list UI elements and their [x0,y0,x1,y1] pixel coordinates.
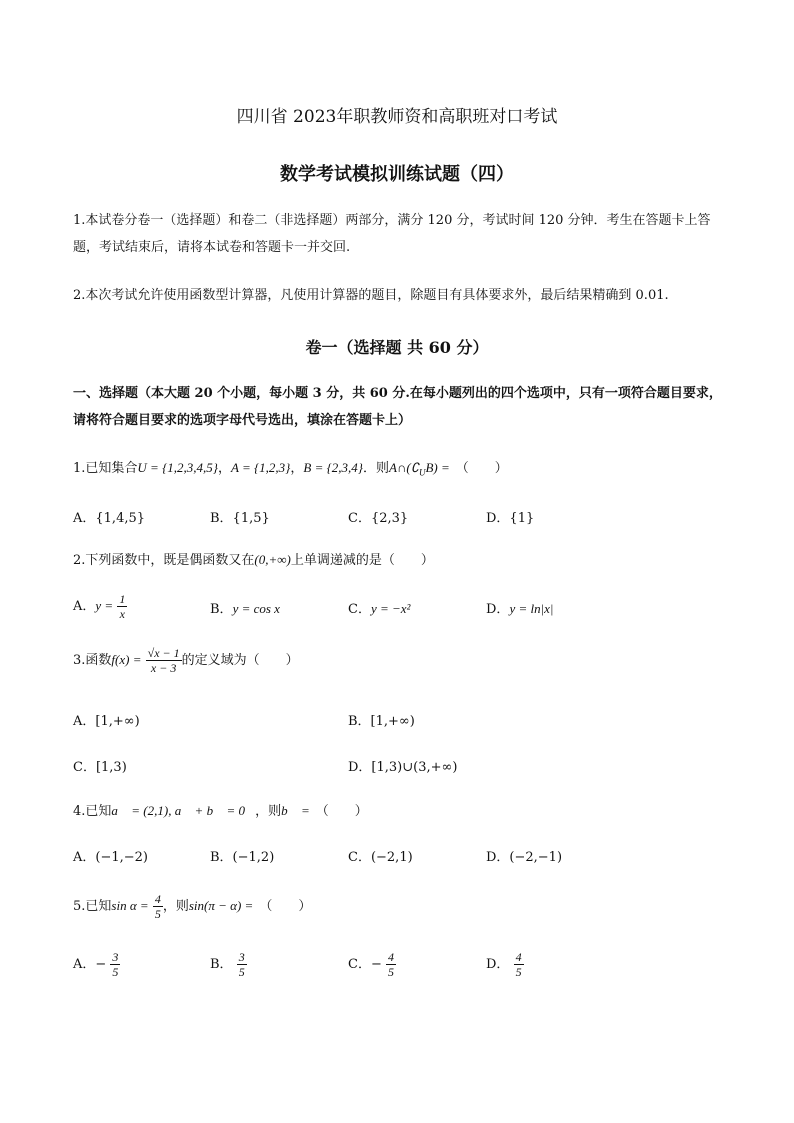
q4-option-c: C．(−2,1) [348,850,413,865]
q5-answer-blank: （ ） [259,899,312,914]
q2-interval: (0,+∞) [254,552,291,567]
q4-target: b⃗ = [281,803,310,818]
question-4-stem [73,800,368,819]
q5-option-d-num: 4 [515,950,522,964]
q2-option-b [210,598,280,617]
q1-option-c: C．{2,3} [348,511,409,526]
q4-text-a: 4.已知 [73,804,112,819]
q5-option-c-fraction [386,950,396,979]
q5-option-d-den: 5 [515,965,522,979]
q3-fraction [146,646,182,675]
q5-option-c-num: 4 [387,950,394,964]
q1-text-b: ．则 [363,461,390,476]
q5-target: sin(π − α) = [188,898,254,913]
q5-text-a: 5.已知 [73,899,112,914]
q1-answer-blank: （ ） [455,461,508,476]
q5-num: 4 [154,892,161,906]
q4-text-b: ，则 [255,804,282,819]
q2-option-b-expr: y = cos x [232,601,280,616]
q5-option-b-num: 3 [238,950,245,964]
q5-option-a-den: 5 [112,965,119,979]
q5-option-d [486,950,524,979]
q1-expr-end: B) = [425,460,450,475]
q2-option-d-expr: y = ln|x| [509,601,554,616]
q3-text-b: 的定义域为（ ） [181,653,299,668]
q5-option-b [210,950,247,979]
q5-option-b-fraction [237,950,247,979]
q4-option-a: A．(−1,−2) [73,850,148,865]
q2-option-d-letter: D． [486,602,510,617]
q1-set-b: B = {2,3,4} [303,460,364,475]
q4-answer-blank: （ ） [315,804,368,819]
q3-lhs: f(x) = [111,652,142,667]
q5-option-a-letter: A．− [73,957,107,972]
instruction-2: 2.本次考试允许使用函数型计算器，凡使用计算器的题目，除题目有具体要求外，最后结果精确到 0.01. [73,288,669,303]
q1-set-a: A = {1,2,3} [230,460,291,475]
q1-set-u: U = {1,2,3,4,5} [137,460,218,475]
section-title: 卷一（选择题 共 60 分） [305,338,489,357]
q5-option-c-letter: C．− [348,957,382,972]
question-1-stem [73,457,508,478]
q5-option-a-fraction [110,950,120,979]
q1-sep-1: ， [217,461,231,476]
q2-text-a: 2.下列函数中，既是偶函数又在 [73,553,255,568]
q3-num: √x − 1 [147,646,180,660]
q5-option-a [73,950,120,979]
q2-option-a-den: x [119,607,125,621]
q2-option-a-num: 1 [119,592,126,606]
q3-option-d: D．[1,3)∪(3,+∞) [348,760,458,775]
q2-option-a-fraction [117,592,127,621]
q2-option-a [73,592,127,621]
q3-option-b: B．[1,+∞) [348,714,415,729]
q3-den: x − 3 [150,661,177,675]
q3-option-c: C．[1,3) [73,760,127,775]
q4-option-b: B．(−1,2) [210,850,275,865]
q3-option-a: A．[1,+∞) [73,714,140,729]
q1-option-d: D．{1} [486,511,535,526]
q4-condition: a⃗ = (2,1), a⃗ + b⃗ = 0⃗ [111,803,256,818]
q5-option-b-den: 5 [238,965,245,979]
q5-option-d-fraction [514,950,524,979]
q5-lhs: sin α = [111,898,149,913]
q3-text-a: 3.函数 [73,653,112,668]
q5-option-d-letter: D． [486,957,510,972]
question-5-stem [73,892,311,921]
q2-option-a-letter: A． [73,599,96,614]
q2-option-c [348,598,410,617]
q4-option-d: D．(−2,−1) [486,850,563,865]
q1-sep-2: ， [290,461,304,476]
q2-option-d [486,598,554,617]
question-2-stem [73,549,434,568]
section-intro: 一、选择题（本大题 20 个小题，每小题 3 分，共 60 分.在每小题列出的四个选项中，只有一项符合题目要求，请将符合题目要求的选项字母代号选出，填涂在答题卡上） [73,386,722,428]
q5-option-c [348,950,396,979]
q1-option-b: B．{1,5} [210,511,270,526]
q2-option-b-letter: B． [210,602,233,617]
q5-option-c-den: 5 [387,965,394,979]
q1-expr-sub: U [418,467,426,478]
q2-option-c-expr: y = −x² [370,601,411,616]
question-3-stem [73,646,299,675]
q5-den: 5 [154,907,161,921]
q2-option-a-lhs: y = [95,598,114,613]
q1-text-a: 1.已知集合 [73,461,138,476]
q2-text-b: 上单调递减的是（ ） [290,553,434,568]
q1-expr: A∩(∁ [389,460,419,475]
q5-fraction [153,892,163,921]
q5-text-b: ，则 [162,899,189,914]
q5-option-a-num: 3 [112,950,119,964]
instruction-1: 1.本试卷分卷一（选择题）和卷二（非选择题）两部分，满分 120 分，考试时间 120 分钟．考生在答题卡上答题，考试结束后，请将本试卷和答题卡一并交回. [73,213,711,255]
q2-option-c-letter: C． [348,602,371,617]
exam-header-title: 四川省 2023年职教师资和高职班对口考试 [236,107,558,127]
exam-paper-title: 数学考试模拟训练试题（四） [280,164,514,185]
q5-option-b-letter: B． [210,957,233,972]
q1-option-a: A．{1,4,5} [73,511,146,526]
